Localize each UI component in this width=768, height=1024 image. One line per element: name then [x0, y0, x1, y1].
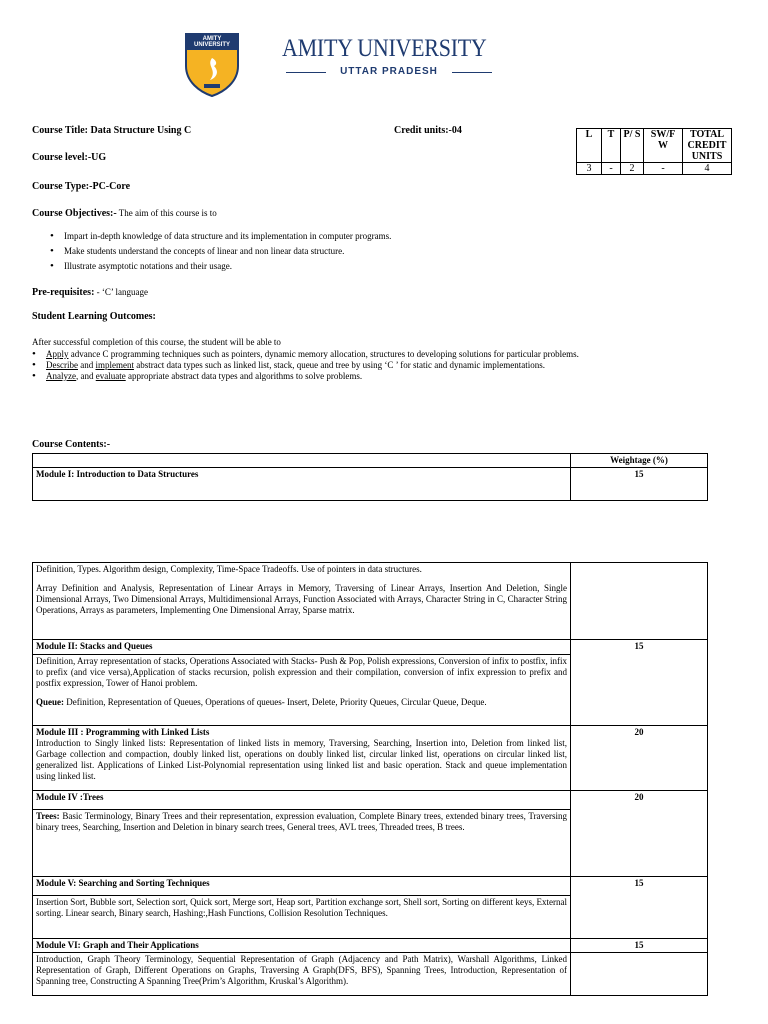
university-campus: UTTAR PRADESH: [286, 66, 492, 78]
outcome-text: advance C programming techniques such as pointers, dynamic memory allocation, structures to developing solutions for particular problems.: [68, 349, 579, 359]
credit-header-ps: P/ S: [621, 129, 644, 163]
outcome-conj: and: [77, 360, 96, 370]
list-item: [32, 360, 732, 371]
module-5-weight: 15: [571, 877, 708, 939]
credit-header-t: T: [602, 129, 621, 163]
course-contents-heading: Course Contents:-: [32, 439, 111, 450]
weightage-header: Weightage (%): [571, 454, 708, 468]
module-1-description: [33, 563, 571, 640]
course-type: Course Type:-PC-Core: [32, 181, 131, 192]
module-2-para-2: Definition, Representation of Queues, Operations of queues- Insert, Delete, Priority Queues, Circular Queue, Deque.: [64, 697, 487, 707]
slo-heading: Student Learning Outcomes:: [32, 311, 156, 322]
module-6-weight: 15: [571, 939, 708, 953]
contents-header-table: [32, 453, 708, 501]
outcome-verb: Describe: [46, 360, 78, 370]
trees-label: Trees:: [36, 811, 60, 821]
outcome-text: abstract data types such as linked list, stack, queue and tree by using ‘C ’ for static and dynamic implementations.: [133, 360, 545, 370]
credit-value-swfw: -: [644, 163, 683, 175]
module-4-description: [33, 810, 571, 877]
module-5-title: Module V: Searching and Sorting Techniques: [33, 877, 571, 896]
credit-value-t: -: [602, 163, 621, 175]
credit-header-swfw: SW/F W: [644, 129, 683, 163]
module-4-weight: 20: [571, 791, 708, 877]
outcome-verb: Analyze: [46, 371, 76, 381]
amity-logo: [184, 32, 240, 98]
credit-value-l: 3: [577, 163, 602, 175]
outcome-conj: , and: [75, 371, 96, 381]
credit-units: Credit units:-04: [394, 125, 462, 136]
module-1-weight: 15: [571, 468, 708, 501]
module-6-weight-blank: [571, 953, 708, 996]
module-6-title: Module VI: Graph and Their Applications: [33, 939, 571, 953]
credit-value-ps: 2: [621, 163, 644, 175]
module-2-title: Module II: Stacks and Queues: [33, 640, 571, 655]
list-item: • Illustrate asymptotic notations and their usage.: [50, 261, 730, 272]
credit-value-total: 4: [683, 163, 732, 175]
module-1-weight-blank: [571, 563, 708, 640]
module-3-weight: 20: [571, 726, 708, 791]
outcomes-list: [32, 349, 732, 382]
module-2-description: [33, 655, 571, 726]
list-item: • Make students understand the concepts of linear and non linear data structure.: [50, 246, 730, 257]
modules-table: [32, 562, 708, 996]
module-3-title: Module III : Programming with Linked Lists: [36, 727, 210, 737]
credit-header-total: TOTAL CREDIT UNITS: [683, 129, 732, 163]
course-level: Course level:-UG: [32, 152, 107, 163]
outcome-verb: Apply: [46, 349, 69, 359]
objectives-intro: The aim of this course is to: [116, 208, 217, 218]
course-title: Course Title: Data Structure Using C: [32, 125, 192, 136]
slo-intro: After successful completion of this course, the student will be able to: [32, 337, 281, 347]
university-name: AMITY UNIVERSITY: [282, 35, 487, 62]
course-objectives: [32, 208, 217, 220]
objectives-label: Course Objectives:-: [32, 208, 117, 219]
outcome-verb2: evaluate: [95, 371, 126, 381]
outcome-verb2: implement: [95, 360, 134, 370]
prereq-value: - ‘C’ language: [94, 287, 148, 297]
logo-wordmark: AMITY UNIVERSITY: [193, 36, 230, 48]
list-item: [32, 371, 732, 382]
prerequisites: [32, 287, 148, 299]
module-3-description: Introduction to Singly linked lists: Representation of linked lists in memory, Traversing, Searching, Insertion into, Deletion from linked list, Garbage collection and compaction, doubly linked list, operations on doubly linked list, circular linked list, operations on circular linked list, generalized list. Applications of Linked List-Polynomial representation using linked list and basic operation. Stack and queue implementation using linked list.: [36, 738, 567, 781]
queue-label: Queue:: [36, 697, 64, 707]
outcome-text: appropriate abstract data types and algorithms to solve problems.: [125, 371, 363, 381]
module-1-para-1: Definition, Types. Algorithm design, Complexity, Time-Space Tradeoffs. Use of pointers in data structures.: [36, 564, 422, 574]
credit-table: [576, 128, 732, 175]
objectives-list: [50, 231, 730, 272]
list-item: • Impart in-depth knowledge of data structure and its implementation in computer programs.: [50, 231, 730, 242]
module-1-title: Module I: Introduction to Data Structures: [33, 468, 571, 501]
module-4-title: Module IV :Trees: [33, 791, 571, 810]
module-2-weight: 15: [571, 640, 708, 726]
credit-header-l: L: [577, 129, 602, 163]
module-2-para-1: Definition, Array representation of stacks, Operations Associated with Stacks- Push & Pop, Polish expressions, Conversion of infix to postfix, infix to prefix (and vice versa),Application of stacks recursion, polish expression and their compilation, conversion of infix expression to prefix and postfix expression, Tower of Hanoi problem.: [36, 656, 567, 688]
prereq-label: Pre-requisites:: [32, 287, 95, 298]
header-blank-cell: [33, 454, 571, 468]
module-3-block: [33, 726, 571, 791]
module-1-para-2: Array Definition and Analysis, Representation of Linear Arrays in Memory, Traversing of Linear Arrays, Insertion And Deletion, Single Dimensional Arrays, Two Dimensional Arrays, Multidimensional Arrays, Function Associated with Arrays, Character String in C, Character String Operations, Arrays as parameters, Implementing One Dimensional Array, Sparse matrix.: [36, 583, 567, 615]
module-6-description: Introduction, Graph Theory Terminology, Sequential Representation of Graph (Adjacency and Path Matrix), Warshall Algorithms, Linked Representation of Graph, Different Operations on Graphs, Traversing A Graph(DFS, BFS), Spanning Trees, Introduction, Representation of Spanning tree, Constructing A Spanning Tree(Prim’s Algorithm, Kruskal’s Algorithm).: [33, 953, 571, 996]
list-item: [32, 349, 732, 360]
module-4-text: Basic Terminology, Binary Trees and their representation, expression evaluation, Complete Binary trees, extended binary trees, Traversing binary trees, Searching, Insertion and Deletion in binary search trees, General trees, AVL trees, Threaded trees, B trees.: [36, 811, 567, 832]
module-5-description: Insertion Sort, Bubble sort, Selection sort, Quick sort, Merge sort, Heap sort, Partition exchange sort, Shell sort, Sorting on different keys, External sorting. Linear search, Binary search, Hashing:,Hash Functions, Collision Resolution Techniques.: [33, 896, 571, 939]
